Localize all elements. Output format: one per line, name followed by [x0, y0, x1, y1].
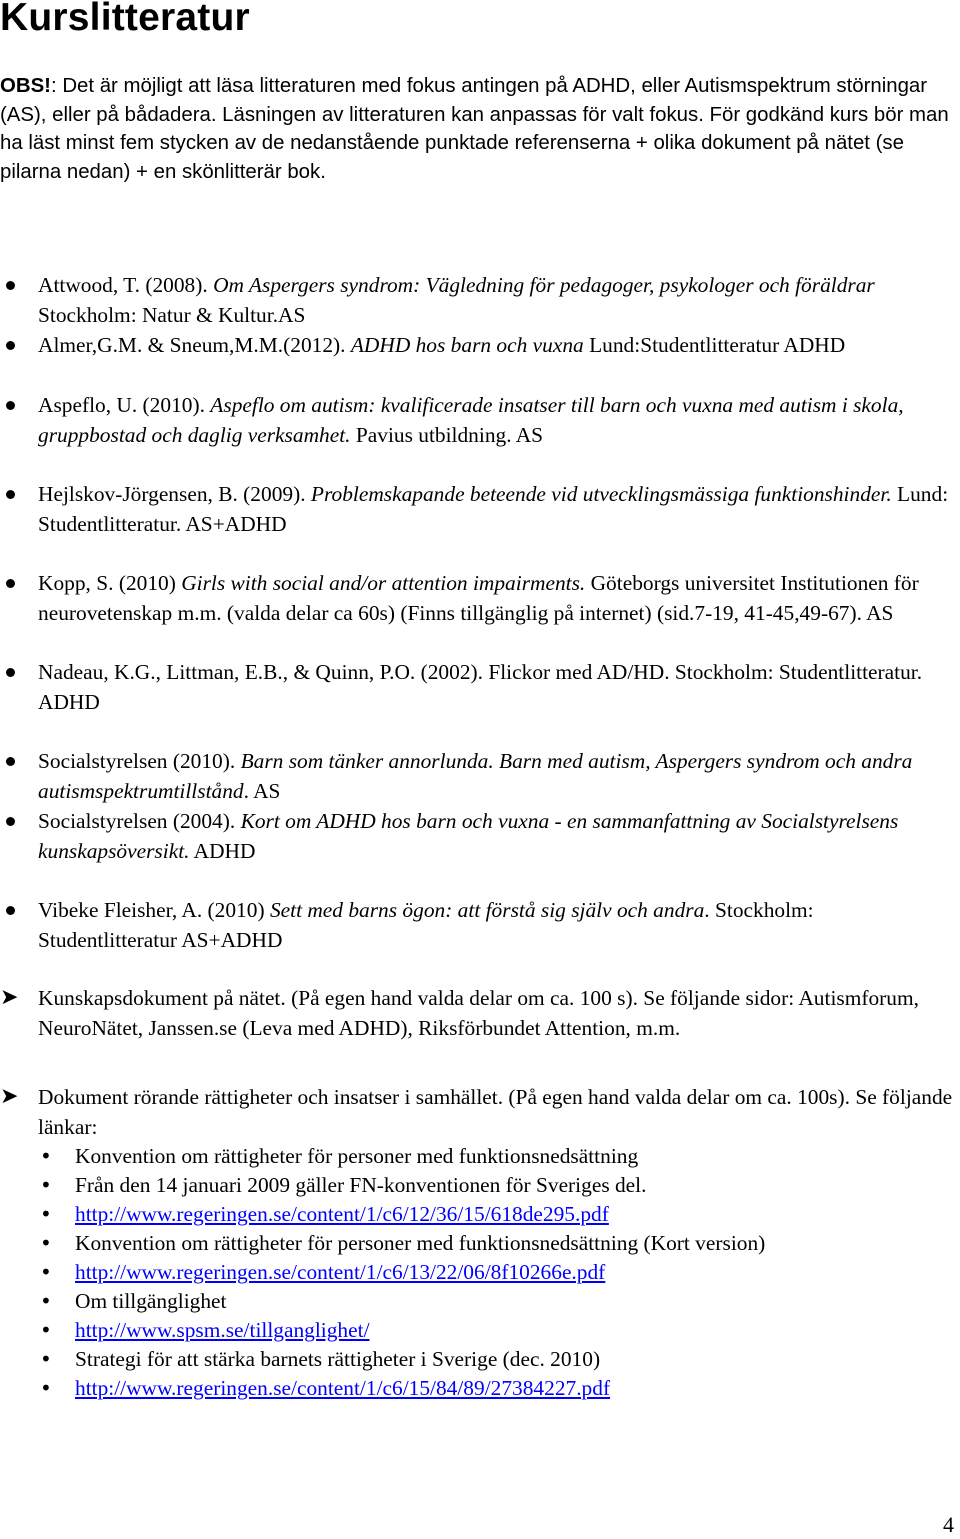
reference-author: Kopp, S. (2010) — [38, 571, 182, 595]
reference-author: Nadeau, K.G., Littman, E.B., & Quinn, P.O. (2002). Flickor med AD/HD. Stockholm: Studentlitteratur. — [38, 660, 923, 684]
reference-tag: ADHD — [783, 333, 846, 357]
reference-tag: ADHD — [38, 689, 100, 714]
bullet-icon — [6, 281, 15, 290]
reference-tag: AS — [866, 600, 894, 625]
arrow-item — [0, 1083, 953, 1142]
reference-tag: ADHD — [193, 838, 256, 863]
bullet-icon — [6, 906, 15, 915]
bullet-icon — [6, 579, 15, 588]
sub-item-text: Konvention om rättigheter för personer med funktionsnedsättning (Kort version) — [75, 1231, 766, 1255]
page-number: 4 — [943, 1512, 954, 1537]
reference-publisher: Lund:Studentlitteratur — [583, 333, 784, 357]
reference-author: Socialstyrelsen (2010). — [38, 749, 241, 773]
bullet-icon: • — [40, 1347, 52, 1371]
reference-tag: AS — [515, 422, 544, 447]
reference-item — [38, 569, 953, 628]
page-title: Kurslitteratur — [0, 0, 250, 39]
reference-author: Vibeke Fleisher, A. (2010) — [38, 898, 270, 922]
arrow-bullet-icon: ➤ — [0, 985, 19, 1010]
bullet-icon — [6, 757, 15, 766]
sub-item-text: Konvention om rättigheter för personer med funktionsnedsättning — [75, 1144, 639, 1168]
reference-author: Socialstyrelsen (2004). — [38, 809, 241, 833]
reference-author: Attwood, T. (2008). — [38, 273, 214, 297]
reference-title: Om Aspergers syndrom: Vägledning för pedagoger, psykologer och föräldrar — [213, 273, 875, 297]
bullet-icon: • — [40, 1318, 52, 1342]
sub-item-text: Strategi för att stärka barnets rättigheter i Sverige (dec. 2010) — [75, 1347, 601, 1371]
intro-text: : Det är möjligt att läsa litteraturen med fokus antingen på ADHD, eller Autismspektrum störningar (AS), eller på bådadera. Läsningen av litteraturen kan anpassas för valt fokus. För godkänd kurs bör man ha läst minst fem stycken av de nedanstående punktade referenserna + olika dokument på nätet (se pilarna nedan) + en skönlitterär bok. — [0, 75, 949, 184]
reference-tag: AS+ADHD — [181, 927, 283, 952]
reference-item — [38, 271, 953, 330]
bullet-icon — [6, 668, 15, 677]
sub-item-text: Om tillgänglighet — [75, 1289, 227, 1313]
sub-list-item — [40, 1345, 945, 1374]
reference-publisher: Lund: Studentlitteratur. — [38, 482, 949, 536]
reference-tag: AS — [278, 302, 306, 327]
reference-title: Barn som tänker annorlunda. Barn med autism, Aspergers syndrom och andra autismspektrumtillstånd — [38, 749, 913, 803]
reference-publisher: Pavius utbildning. — [350, 422, 516, 447]
bullet-icon: • — [40, 1173, 52, 1197]
reference-title: Problemskapande beteende vid utvecklingsmässiga funktionshinder. — [310, 482, 892, 506]
intro-paragraph — [0, 72, 958, 187]
sub-list-item — [40, 1374, 945, 1403]
bullet-icon: • — [40, 1144, 52, 1168]
bullet-icon: • — [40, 1376, 52, 1400]
reference-tag: AS — [253, 778, 281, 803]
reference-item — [38, 807, 953, 866]
obs-label: OBS! — [0, 75, 51, 97]
reference-title: Aspeflo om autism: kvalificerade insatser till barn och vuxna med autism i skola, gruppbostad och daglig verksamhet. — [38, 393, 904, 447]
reference-item — [38, 480, 953, 539]
bullet-icon: • — [40, 1289, 52, 1313]
reference-item — [38, 391, 953, 450]
reference-author: Almer,G.M. & Sneum,M.M.(2012). — [38, 333, 351, 357]
bullet-icon — [6, 401, 15, 410]
reference-author: Aspeflo, U. (2010). — [38, 393, 211, 417]
sub-list-item — [40, 1258, 945, 1287]
bullet-icon: • — [40, 1202, 52, 1226]
sub-list-item — [40, 1229, 945, 1258]
document-link[interactable]: http://www.regeringen.se/content/1/c6/12/36/15/618de295.pdf — [75, 1202, 609, 1226]
reference-item — [38, 896, 953, 955]
sub-list-item — [40, 1142, 945, 1171]
reference-title: Sett med barns ögon: att förstå sig själv och andra — [269, 898, 705, 922]
reference-item — [38, 747, 953, 806]
reference-title: ADHD hos barn och vuxna — [350, 333, 584, 357]
bullet-icon: • — [40, 1260, 52, 1284]
arrow-item — [0, 984, 953, 1043]
sub-list-item — [40, 1200, 945, 1229]
bullet-icon — [6, 490, 15, 499]
reference-publisher: Göteborgs universitet Institutionen för neurovetenskap m.m. (valda delar ca 60s) (Finns tillgänglig på internet) (sid.7-19, 41-45,49-67). — [38, 571, 919, 625]
reference-title: Girls with social and/or attention impairments. — [181, 571, 586, 595]
bullet-icon — [6, 817, 15, 826]
document-link[interactable]: http://www.spsm.se/tillganglighet/ — [75, 1318, 370, 1342]
reference-publisher: . Stockholm: Studentlitteratur — [38, 898, 814, 952]
sub-list-item — [40, 1316, 945, 1345]
reference-publisher: Stockholm: Natur & Kultur. — [38, 302, 279, 327]
document-link[interactable]: http://www.regeringen.se/content/1/c6/15/84/89/27384227.pdf — [75, 1376, 611, 1400]
reference-author: Hejlskov-Jörgensen, B. (2009). — [38, 482, 311, 506]
reference-item — [38, 658, 953, 717]
arrow-bullet-icon: ➤ — [0, 1084, 19, 1109]
reference-publisher: . — [243, 778, 254, 803]
sub-list-item — [40, 1287, 945, 1316]
sub-item-text: Från den 14 januari 2009 gäller FN-konventionen för Sveriges del. — [75, 1173, 647, 1197]
reference-item — [38, 331, 953, 361]
reference-tag: AS+ADHD — [185, 511, 287, 536]
arrow-item-text: Dokument rörande rättigheter och insatser i samhället. (På egen hand valda delar om ca. 100s). Se följande länkar: — [38, 1085, 953, 1139]
sub-list-item — [40, 1171, 945, 1200]
bullet-icon: • — [40, 1231, 52, 1255]
arrow-item-text: Kunskapsdokument på nätet. (På egen hand valda delar om ca. 100 s). Se följande sidor: Autismforum, NeuroNätet, Janssen.se (Leva med ADHD), Riksförbundet Attention, m.m. — [38, 986, 919, 1040]
document-link[interactable]: http://www.regeringen.se/content/1/c6/13/22/06/8f10266e.pdf — [75, 1260, 606, 1284]
reference-title: Kort om ADHD hos barn och vuxna - en sammanfattning av Socialstyrelsens kunskapsöversikt. — [38, 809, 899, 863]
bullet-icon — [6, 341, 15, 350]
